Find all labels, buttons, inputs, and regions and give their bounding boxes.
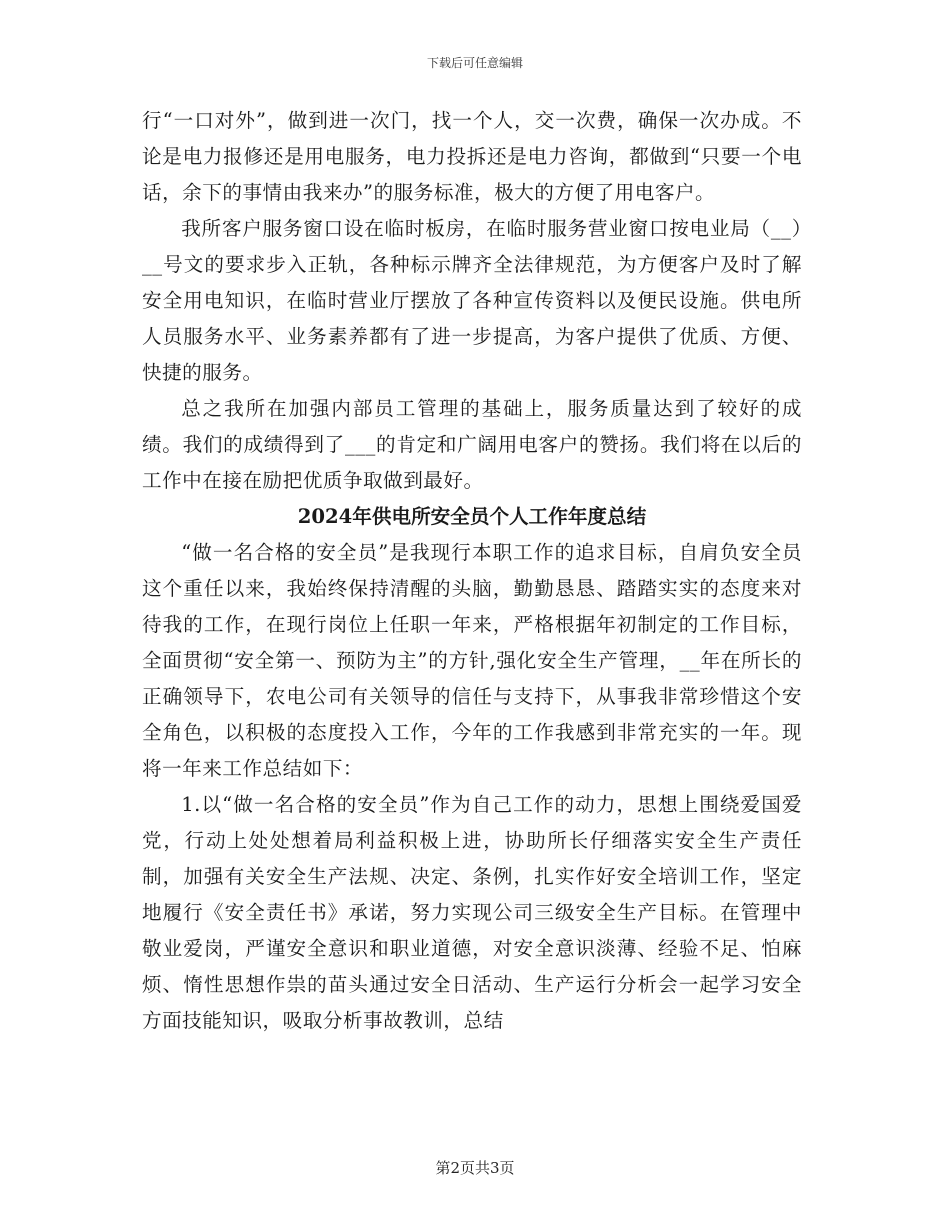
body-paragraph: “做一名合格的安全员”是我现行本职工作的追求目标，自肩负安全员这个重任以来，我始终保持清醒的头脑，勤勤恳恳、踏踏实实的态度来对待我的工作，在现行岗位上任职一年来，严格根据年初制定的工作目标，全面贯彻“安全第一、预防为主”的方针,强化安全生产管理，__年在所长的正确领导下，农电公司有关领导的信任与支持下，从事我非常珍惜这个安全角色，以积极的态度投入工作，今年的工作我感到非常充实的一年。现将一年来工作总结如下：	[142, 541, 802, 780]
document-body	[142, 103, 802, 1039]
body-paragraph: 1.以“做一名合格的安全员”作为自己工作的动力，思想上围绕爱国爱党，行动上处处想着局利益积极上进，协助所长仔细落实安全生产责任制，加强有关安全生产法规、决定、条例，扎实作好安全培训工作，坚定地履行《安全责任书》承诺，努力实现公司三级安全生产目标。在管理中敬业爱岗，严谨安全意识和职业道德，对安全意识淡薄、经验不足、怕麻烦、惰性思想作祟的苗头通过安全日活动、生产运行分析会一起学习安全方面技能知识，吸取分析事故教训，总结	[142, 793, 802, 1032]
body-paragraph: 总之我所在加强内部员工管理的基础上，服务质量达到了较好的成绩。我们的成绩得到了___的肯定和广阔用电客户的赞扬。我们将在以后的工作中在接在励把优质争取做到最好。	[142, 397, 802, 492]
body-paragraph: 我所客户服务窗口设在临时板房，在临时服务营业窗口按电业局（__）__号文的要求步入正轨，各种标示牌齐全法律规范，为方便客户及时了解安全用电知识，在临时营业厅摆放了各种宣传资料以及便民设施。供电所人员服务水平、业务素养都有了进一步提高，为客户提供了优质、方便、快捷的服务。	[142, 217, 802, 384]
body-paragraph-continued: 行“一口对外”，做到进一次门，找一个人，交一次费，确保一次办成。不论是电力报修还是用电服务，电力投拆还是电力咨询，都做到“只要一个电话，余下的事情由我来办”的服务标准，极大的方便了用电客户。	[142, 109, 802, 204]
section-title: 2024年供电所安全员个人工作年度总结	[297, 505, 647, 528]
page-header: 下载后可任意编辑	[426, 56, 523, 70]
page-number: 第2页共3页	[435, 1159, 515, 1177]
